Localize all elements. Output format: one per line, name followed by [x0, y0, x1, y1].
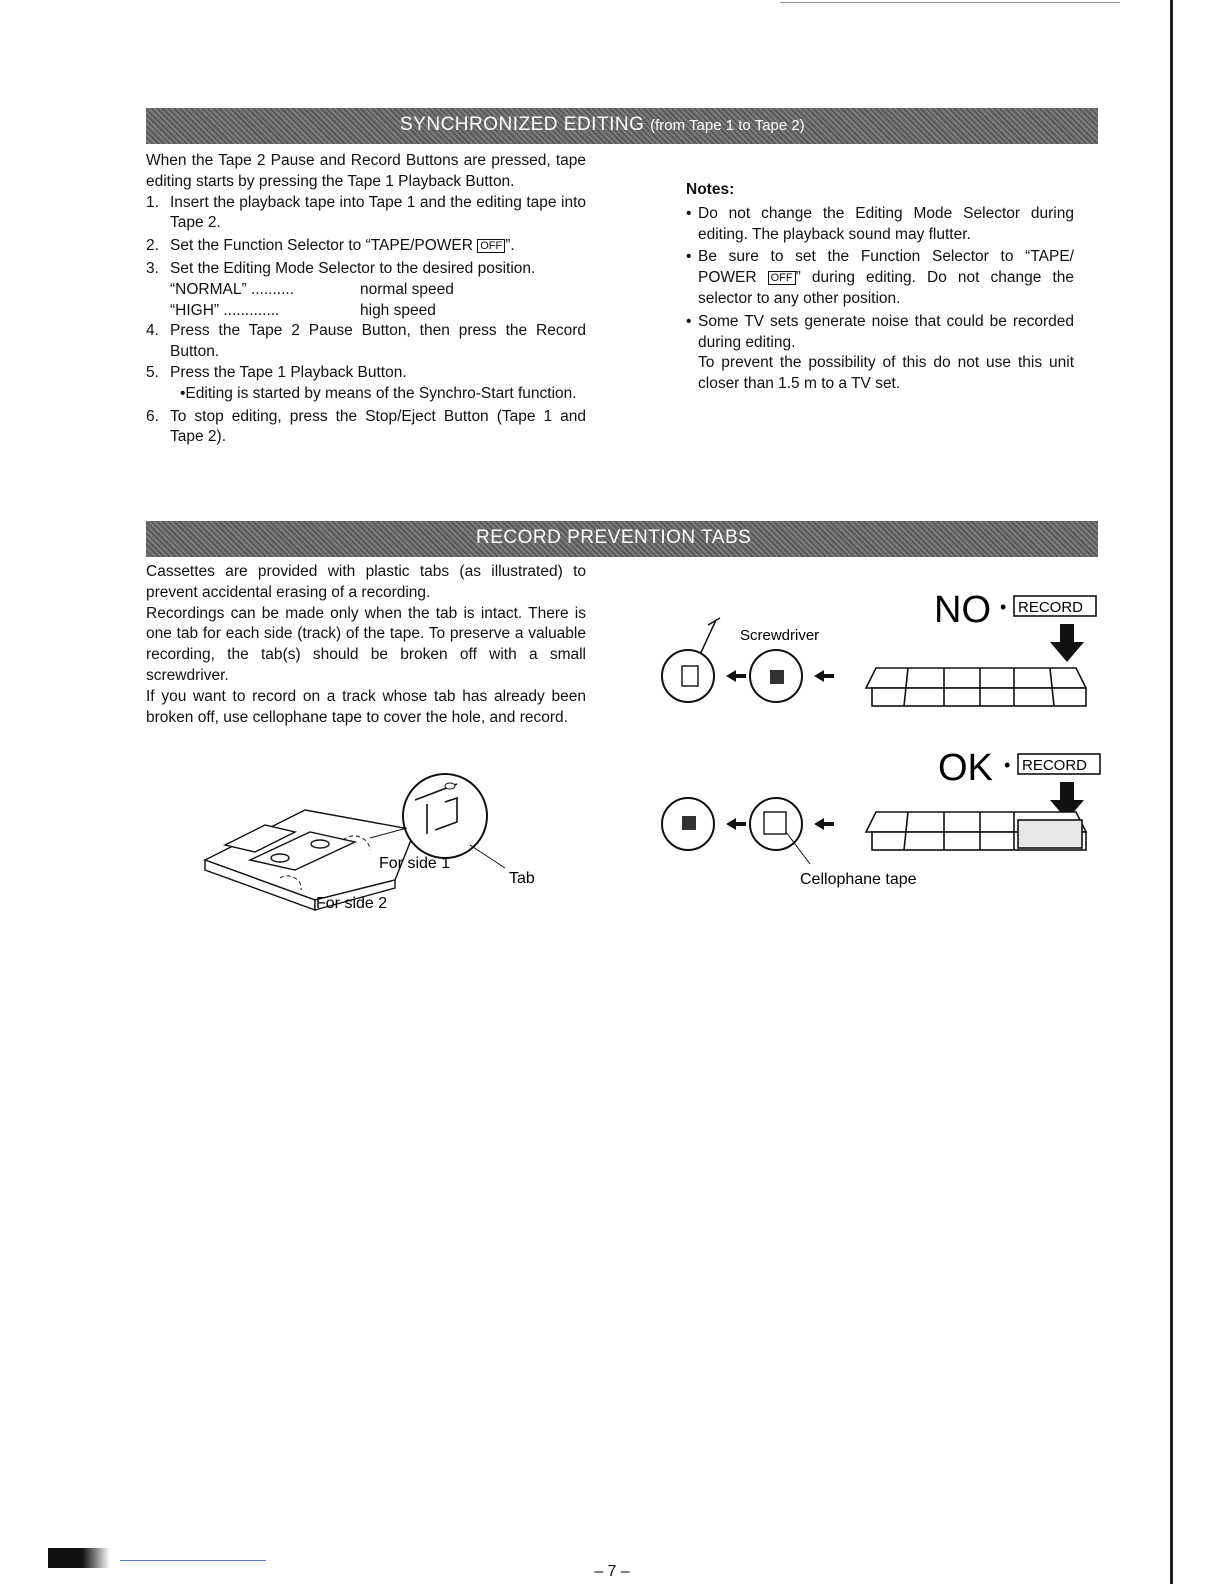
step-number: 3. — [146, 259, 159, 277]
arrow-4 — [814, 818, 834, 830]
sync-editing-banner — [146, 108, 1098, 144]
scan-right-edge — [1170, 0, 1173, 1584]
step-text: Set the Function Selector to “TAPE/POWER — [170, 237, 478, 255]
step-5-bullet: •Editing is started by means of the Synchro-Start function. — [180, 384, 577, 402]
tabs-paragraph-3: If you want to record on a track whose tab has already been broken off, use cellophane tape to cover the hole, and record. — [146, 687, 586, 726]
step-number: 4. — [146, 322, 159, 340]
step-text: Set the Editing Mode Selector to the desired position. — [170, 259, 536, 277]
mode-normal-row — [170, 280, 586, 301]
step-text: Insert the playback tape into Tape 1 and the editing tape into Tape 2. — [170, 193, 586, 232]
step-number: 6. — [146, 407, 159, 425]
step-text-end: ”. — [505, 237, 515, 255]
note-text-end: ” during editing. Do not change the selector to any other position. — [698, 269, 1074, 307]
for-side-1-label: For side 1 — [379, 855, 451, 872]
tabs-paragraph-1: Cassettes are provided with plastic tabs (as illustrated) to prevent accidental erasing of a recording. — [146, 563, 586, 601]
mode-high-row — [170, 301, 586, 322]
tabs-paragraph-2: Recordings can be made only when the tab is intact. There is one tab for each side (track) of the tape. To preserve a valuable recording, the tab(s) should be broken off with a small screwdriver. — [146, 604, 586, 684]
step-number: 1. — [146, 193, 159, 211]
step-number: 5. — [146, 363, 159, 381]
tab-label: Tab — [509, 870, 535, 887]
note-3 — [686, 312, 1074, 395]
down-arrow-no — [1050, 624, 1084, 662]
off-badge: OFF — [477, 239, 505, 253]
record-tabs-banner — [146, 521, 1098, 557]
mode-value: high speed — [360, 301, 436, 319]
step-2 — [146, 236, 586, 257]
scan-line-artifact — [120, 1560, 266, 1561]
cassette-top-no — [866, 668, 1086, 706]
ok-label: OK — [938, 747, 993, 789]
record-text-ok: RECORD — [1022, 757, 1088, 774]
page-number: – 7 – — [594, 1563, 630, 1580]
sync-notes — [686, 180, 1074, 395]
step-text: To stop editing, press the Stop/Eject Button (Tape 1 and Tape 2). — [170, 407, 586, 446]
mode-value: normal speed — [360, 280, 454, 298]
sync-title-text: SYNCHRONIZED EDITING — [400, 114, 645, 135]
sync-steps — [146, 193, 586, 449]
arrow-3 — [726, 818, 746, 830]
scan-artifact — [48, 1548, 110, 1568]
cassette-figure — [195, 760, 565, 920]
step-text: Press the Tape 2 Pause Button, then press the Record Button. — [170, 322, 586, 361]
tab-removal-circle-1 — [662, 650, 714, 702]
notes-title: Notes: — [686, 181, 735, 198]
sync-editing-title — [400, 114, 805, 136]
note-1: • Do not change the Editing Mode Selector during editing. The playback sound may flutter. — [686, 204, 1074, 246]
record-tabs-title: RECORD PREVENTION TABS — [476, 527, 752, 548]
sync-subtitle-text: (from Tape 1 to Tape 2) — [650, 117, 805, 134]
step-1 — [146, 193, 586, 235]
record-tab-diagram — [650, 580, 1110, 900]
cassette-top-ok — [866, 812, 1086, 850]
mode-key: “HIGH” ............. — [170, 301, 280, 319]
note-text: Be sure to set the Function Selector to “TAPE/ POWER — [698, 248, 1074, 287]
note-text: Some TV sets generate noise that could be recorded during editing. — [698, 312, 1074, 351]
mode-key: “NORMAL” .......... — [170, 280, 295, 298]
cellophane-tape-label: Cellophane tape — [800, 871, 917, 888]
notes-list — [686, 204, 1074, 395]
arrow-2 — [814, 670, 834, 682]
step-5 — [146, 363, 586, 405]
scan-top-rule — [780, 2, 1120, 3]
note-2 — [686, 247, 1074, 309]
bullet-dot: • — [1004, 755, 1011, 775]
record-text-no: RECORD — [1018, 599, 1084, 616]
step-text: Press the Tape 1 Playback Button. — [170, 363, 407, 381]
record-tabs-text — [146, 562, 586, 728]
arrow-1 — [726, 670, 746, 682]
screwdriver-label: Screwdriver — [740, 627, 820, 644]
no-label: NO — [934, 589, 991, 631]
step-4 — [146, 321, 586, 363]
sync-instructions — [146, 151, 586, 448]
for-side-2-label: For side 2 — [316, 895, 388, 912]
step-3 — [146, 259, 586, 321]
step-number: 2. — [146, 237, 159, 255]
step-6 — [146, 407, 586, 449]
sync-intro: When the Tape 2 Pause and Record Buttons are pressed, tape editing starts by pressing the Tape 1 Playback Button. — [146, 152, 586, 190]
off-badge: OFF — [768, 271, 796, 285]
note-3-continuation: To prevent the possibility of this do not use this unit closer than 1.5 m to a TV set. — [698, 354, 1074, 393]
bullet-dot: • — [1000, 597, 1007, 617]
